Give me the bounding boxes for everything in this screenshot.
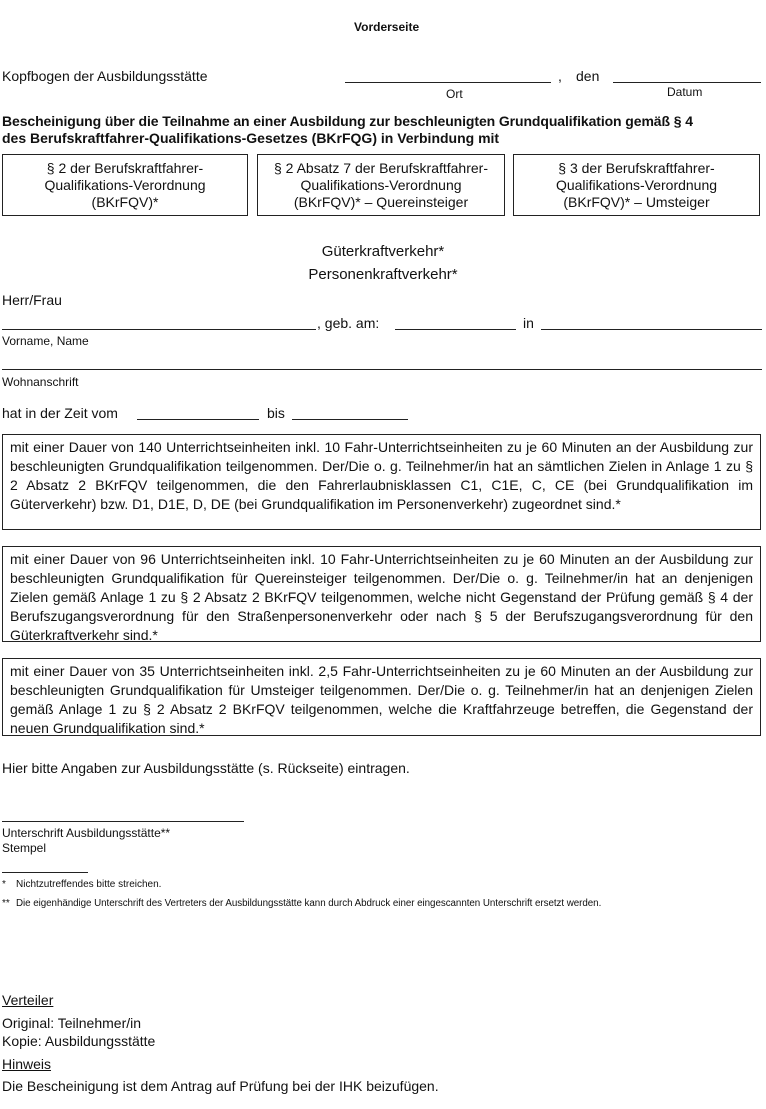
- goods-traffic-option[interactable]: Güterkraftverkehr*: [321, 243, 445, 260]
- option-text: Qualifikations-Verordnung: [44, 176, 206, 193]
- heading-line-2: des Berufskraftfahrer-Qualifikations-Gesetzes (BKrFQG) in Verbindung mit: [2, 130, 500, 146]
- instructions-text: Hier bitte Angaben zur Ausbildungsstätte (s. Rückseite) eintragen.: [2, 760, 410, 776]
- distribution-heading: Verteiler: [2, 992, 54, 1008]
- birth-place-field[interactable]: [541, 329, 762, 330]
- footnote-mark-2: **: [2, 898, 10, 909]
- comma: ,: [558, 68, 562, 84]
- note-text: Die Bescheinigung ist dem Antrag auf Prüfung bei der IHK beizufügen.: [2, 1078, 439, 1094]
- ort-label: Ort: [446, 87, 463, 101]
- address-label: Wohnanschrift: [2, 375, 79, 389]
- period-to-field[interactable]: [292, 419, 408, 420]
- signature-field[interactable]: [2, 821, 244, 822]
- period-from-label: hat in der Zeit vom: [2, 405, 118, 421]
- address-field[interactable]: [2, 369, 762, 370]
- option-text: (BKrFQV)* – Umsteiger: [563, 193, 710, 210]
- distribution-original: Original: Teilnehmer/in: [2, 1015, 142, 1031]
- footnote-mark-1: *: [2, 879, 6, 890]
- stamp-label: Stempel: [2, 841, 47, 855]
- name-label: Vorname, Name: [2, 334, 89, 348]
- period-from-field[interactable]: [137, 419, 259, 420]
- option-text: § 2 Absatz 7 der Berufskraftfahrer-: [274, 159, 488, 176]
- option-text: Qualifikations-Verordnung: [555, 176, 718, 193]
- letterhead-title: Kopfbogen der Ausbildungsstätte: [2, 68, 208, 84]
- option-box-section-2[interactable]: [2, 154, 248, 216]
- option-box-umsteiger[interactable]: [513, 154, 760, 216]
- date-field[interactable]: [613, 82, 761, 83]
- footnote-1: Nichtzutreffendes bitte streichen.: [16, 879, 162, 890]
- place-field[interactable]: [345, 82, 551, 83]
- heading-line-1: Bescheinigung über die Teilnahme an einer Ausbildung zur beschleunigten Grundqualifikation gemäß § 4: [2, 113, 693, 129]
- passenger-traffic-option[interactable]: Personenkraftverkehr*: [308, 266, 458, 283]
- option-text: (BKrFQV)*: [91, 193, 159, 210]
- footnote-divider: [2, 872, 88, 873]
- course-option-umsteiger[interactable]: mit einer Dauer von 35 Unterrichtseinheiten inkl. 2,5 Fahr-Unterrichtseinheiten zu je 60 Minuten an der Ausbildung zur beschleunigten Grundqualifikation für Umsteiger teilgenommen. Der/Die o. g. Teilnehmer/in hat an denjenigen Zielen gemäß Anlage 1 zu § 2 Absatz 2 BKrFQV teilgenommen, welche die Kraftfahrzeuge betreffen, die Gegenstand der neuen Grundqualifikation sind.*: [2, 658, 761, 736]
- name-field[interactable]: [2, 329, 316, 330]
- course-option-quereinsteiger[interactable]: mit einer Dauer von 96 Unterrichtseinheiten inkl. 10 Fahr-Unterrichtseinheiten zu je 60 Minuten an der Ausbildung zur beschleunigten Grundqualifikation für Quereinsteiger teilgenommen. Der/Die o. g. Teilnehmer/in hat an denjenigen Zielen gemäß Anlage 1 zu § 2 Absatz 2 BKrFQV teilgenommen, welche nicht Gegenstand der Prüfung gemäß § 4 der Berufszugangsverordnung für den Straßenpersonenverkehr oder nach § 5 der Berufszugangsverordnung für den Güterkraftverkehr sind.*: [2, 546, 761, 642]
- option-text: Qualifikations-Verordnung: [300, 176, 462, 193]
- option-box-quereinsteiger[interactable]: [257, 154, 505, 216]
- option-text: (BKrFQV)* – Quereinsteiger: [293, 193, 469, 210]
- den-label: den: [576, 68, 600, 84]
- option-text: § 3 der Berufskraftfahrer-: [558, 159, 715, 176]
- birth-date-label: , geb. am:: [317, 315, 380, 331]
- salutation-label: Herr/Frau: [2, 292, 62, 308]
- option-text: § 2 der Berufskraftfahrer-: [46, 159, 204, 176]
- distribution-copy: Kopie: Ausbildungsstätte: [2, 1033, 156, 1049]
- course-option-standard[interactable]: mit einer Dauer von 140 Unterrichtseinheiten inkl. 10 Fahr-Unterrichtseinheiten zu je 60 Minuten an der Ausbildung zur beschleunigten Grundqualifikation teilgenommen. Der/Die o. g. Teilnehmer/in hat an sämtlichen Zielen in Anlage 1 zu § 2 Absatz 2 BKrFQV teilgenommen, die den Fahrerlaubnisklassen C1, C1E, C, CE (bei Grundqualifikation im Güterverkehr) bzw. D1, D1E, D, DE (bei Grundqualifikation im Personenverkehr) zugeordnet sind.*: [2, 434, 761, 530]
- birth-place-label: in: [523, 315, 534, 331]
- footnote-2: Die eigenhändige Unterschrift des Vertreters der Ausbildungsstätte kann durch Abdruck einer eingescannten Unterschrift ersetzt werden.: [16, 898, 602, 909]
- datum-label: Datum: [667, 85, 703, 99]
- birth-date-field[interactable]: [395, 329, 516, 330]
- signature-label: Unterschrift Ausbildungsstätte**: [2, 826, 171, 840]
- note-heading: Hinweis: [2, 1056, 52, 1072]
- period-to-label: bis: [267, 405, 285, 421]
- side-label: Vorderseite: [354, 20, 420, 34]
